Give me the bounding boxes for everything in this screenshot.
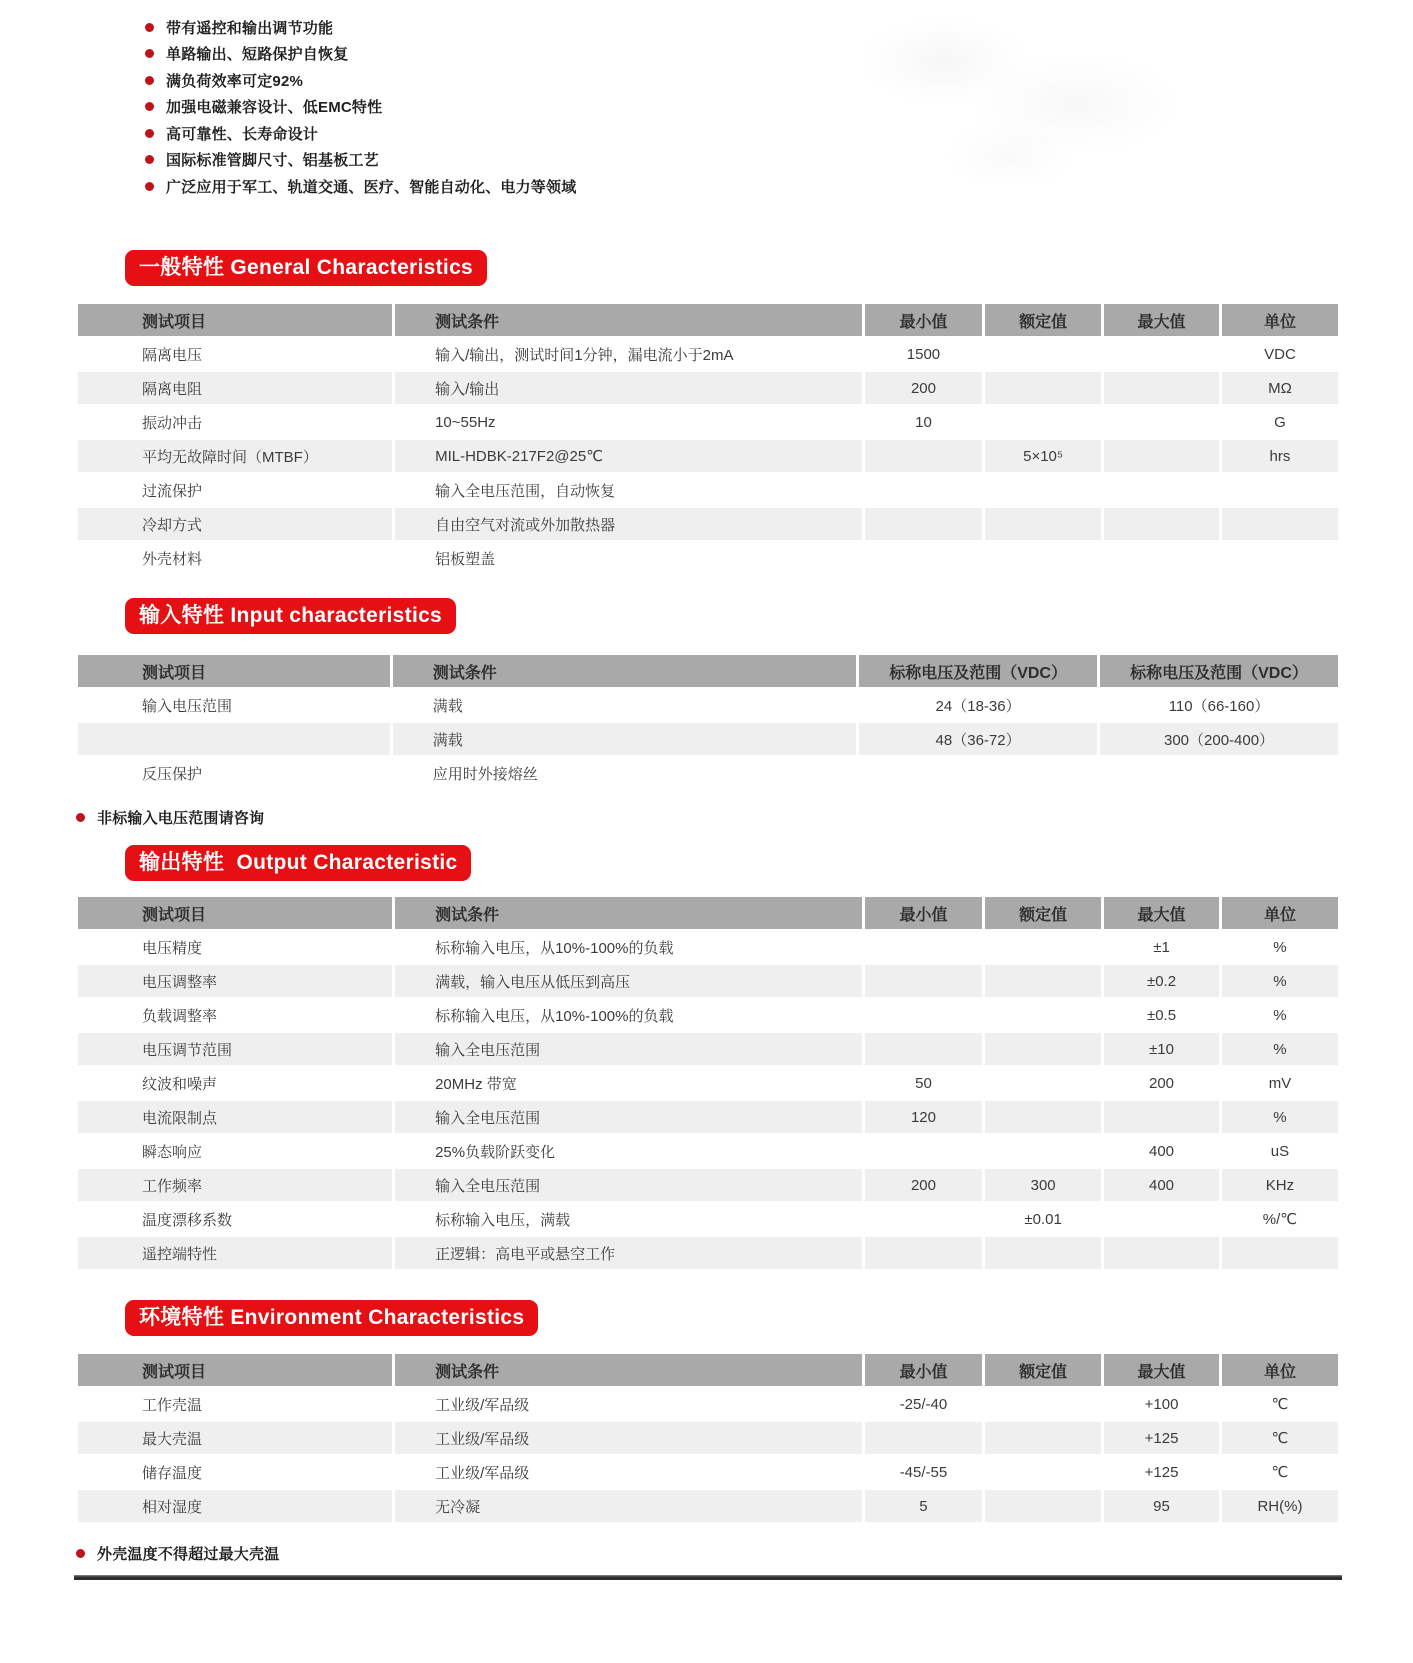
table-cell: 20MHz 带宽 — [395, 1067, 862, 1099]
header-row — [78, 655, 1338, 687]
feature-text: 国际标准管脚尺寸、铝基板工艺 — [166, 152, 379, 170]
table-cell: %/℃ — [1222, 1203, 1338, 1235]
table-cell: 400 — [1104, 1169, 1219, 1201]
table-cell — [1104, 542, 1219, 574]
table-cell: 隔离电压 — [78, 338, 392, 370]
table-cell: 300 — [985, 1169, 1101, 1201]
table-cell: -25/-40 — [865, 1388, 982, 1420]
table-cell: hrs — [1222, 440, 1338, 472]
table-row — [78, 1203, 1338, 1235]
table-cell — [865, 542, 982, 574]
table-cell: 负载调整率 — [78, 999, 392, 1031]
bullet-icon — [145, 23, 154, 32]
column-header: 测试条件 — [393, 655, 856, 687]
column-header: 测试项目 — [78, 655, 390, 687]
table-cell: ℃ — [1222, 1456, 1338, 1488]
table-cell: +125 — [1104, 1422, 1219, 1454]
table-cell: 满载，输入电压从低压到高压 — [395, 965, 862, 997]
table-cell: 振动冲击 — [78, 406, 392, 438]
feature-item — [145, 173, 576, 200]
table-cell: 200 — [865, 1169, 982, 1201]
table-cell: 应用时外接熔丝 — [393, 757, 856, 789]
table-cell — [985, 338, 1101, 370]
table-cell: 满载 — [393, 689, 856, 721]
bullet-icon — [145, 182, 154, 191]
footer-rule — [74, 1575, 1342, 1580]
table-cell: % — [1222, 1033, 1338, 1065]
table-cell — [865, 999, 982, 1031]
feature-text: 满负荷效率可定92% — [166, 72, 304, 90]
table-row — [78, 1490, 1338, 1522]
table-cell — [985, 1033, 1101, 1065]
table-cell: 输入/输出 — [395, 372, 862, 404]
column-header: 测试条件 — [395, 897, 862, 929]
table-row — [78, 999, 1338, 1031]
table-cell — [985, 1101, 1101, 1133]
table-cell: 外壳材料 — [78, 542, 392, 574]
table-row — [78, 1169, 1338, 1201]
column-header: 最大值 — [1104, 897, 1219, 929]
column-header: 单位 — [1222, 1354, 1338, 1386]
table-cell — [985, 1490, 1101, 1522]
table-cell: 120 — [865, 1101, 982, 1133]
table-cell — [865, 1135, 982, 1167]
table-cell: 输入全电压范围 — [395, 1101, 862, 1133]
table-cell — [1104, 508, 1219, 540]
environment-note — [76, 1544, 279, 1562]
table-cell — [985, 406, 1101, 438]
table-row — [78, 1135, 1338, 1167]
environment-characteristics-table — [75, 1352, 1341, 1524]
table-cell — [985, 965, 1101, 997]
table-cell: 电压调节范围 — [78, 1033, 392, 1065]
table-cell: 电压精度 — [78, 931, 392, 963]
table-cell: 输入/输出，测试时间1分钟，漏电流小于2mA — [395, 338, 862, 370]
table-cell: 48（36-72） — [859, 723, 1097, 755]
table-row — [78, 542, 1338, 574]
column-header: 测试项目 — [78, 897, 392, 929]
table-cell: ℃ — [1222, 1388, 1338, 1420]
feature-text: 带有遥控和输出调节功能 — [166, 19, 334, 37]
input-note — [76, 808, 264, 826]
table-cell — [1104, 406, 1219, 438]
feature-text: 单路输出、短路保护自恢复 — [166, 46, 349, 64]
table-cell — [985, 1237, 1101, 1269]
feature-text: 广泛应用于军工、轨道交通、医疗、智能自动化、电力等领域 — [166, 178, 577, 196]
table-cell: 冷却方式 — [78, 508, 392, 540]
table-cell: VDC — [1222, 338, 1338, 370]
table-cell — [865, 1203, 982, 1235]
table-cell: 输入全电压范围 — [395, 1169, 862, 1201]
column-header: 额定值 — [985, 897, 1101, 929]
table-cell: MΩ — [1222, 372, 1338, 404]
bullet-icon — [145, 76, 154, 85]
watermark-ghost — [790, 10, 1230, 180]
table-cell: mV — [1222, 1067, 1338, 1099]
section-title-general: 一般特性 General Characteristics — [125, 250, 487, 286]
table-cell — [865, 1033, 982, 1065]
table-cell: 铝板塑盖 — [395, 542, 862, 574]
table-cell: MIL-HDBK-217F2@25℃ — [395, 440, 862, 472]
table-cell: G — [1222, 406, 1338, 438]
bullet-icon — [76, 1549, 85, 1558]
table-cell — [1104, 440, 1219, 472]
section-title-input: 输入特性 Input characteristics — [125, 598, 456, 634]
feature-text: 高可靠性、长寿命设计 — [166, 125, 319, 143]
table-cell — [1222, 542, 1338, 574]
feature-item — [145, 41, 576, 68]
table-cell: 输入电压范围 — [78, 689, 390, 721]
table-cell: 标称输入电压，从10%-100%的负载 — [395, 999, 862, 1031]
table-cell: 平均无故障时间（MTBF） — [78, 440, 392, 472]
column-header: 标称电压及范围（VDC） — [859, 655, 1097, 687]
table-cell: ±10 — [1104, 1033, 1219, 1065]
table-cell — [985, 1388, 1101, 1420]
table-cell: % — [1222, 999, 1338, 1031]
feature-item — [145, 94, 576, 121]
general-characteristics-table — [75, 302, 1341, 576]
column-header: 测试条件 — [395, 304, 862, 336]
table-cell: % — [1222, 931, 1338, 963]
table-row — [78, 1033, 1338, 1065]
table-cell — [1104, 372, 1219, 404]
table-cell — [985, 1456, 1101, 1488]
table-cell: 95 — [1104, 1490, 1219, 1522]
table-cell: 5×10⁵ — [985, 440, 1101, 472]
table-cell: 1500 — [865, 338, 982, 370]
bullet-icon — [145, 102, 154, 111]
table-cell — [985, 474, 1101, 506]
table-cell — [1104, 1237, 1219, 1269]
column-header: 标称电压及范围（VDC） — [1100, 655, 1338, 687]
column-header: 最小值 — [865, 1354, 982, 1386]
table-cell — [985, 372, 1101, 404]
table-row — [78, 1067, 1338, 1099]
table-cell: 50 — [865, 1067, 982, 1099]
table-cell — [1100, 757, 1338, 789]
table-cell: 电流限制点 — [78, 1101, 392, 1133]
table-cell: ±0.2 — [1104, 965, 1219, 997]
table-cell — [78, 723, 390, 755]
table-cell: 标称输入电压，满载 — [395, 1203, 862, 1235]
output-characteristics-table — [75, 895, 1341, 1271]
column-header: 测试项目 — [78, 1354, 392, 1386]
column-header: 最大值 — [1104, 304, 1219, 336]
table-row — [78, 508, 1338, 540]
table-cell: 无冷凝 — [395, 1490, 862, 1522]
environment-note-text: 外壳温度不得超过最大壳温 — [97, 1545, 280, 1563]
table-cell — [1104, 1101, 1219, 1133]
table-row — [78, 689, 1338, 721]
table-cell: 满载 — [393, 723, 856, 755]
table-cell: 过流保护 — [78, 474, 392, 506]
table-cell — [985, 931, 1101, 963]
table-cell — [1104, 474, 1219, 506]
table-cell: RH(%) — [1222, 1490, 1338, 1522]
table-cell: 相对湿度 — [78, 1490, 392, 1522]
header-row — [78, 1354, 1338, 1386]
table-cell — [1222, 474, 1338, 506]
table-cell: 隔离电阻 — [78, 372, 392, 404]
table-cell: 输入全电压范围 — [395, 1033, 862, 1065]
column-header: 额定值 — [985, 304, 1101, 336]
table-row — [78, 1237, 1338, 1269]
feature-item — [145, 147, 576, 174]
table-cell — [1104, 338, 1219, 370]
table-cell: 24（18-36） — [859, 689, 1097, 721]
table-cell: 工业级/军品级 — [395, 1456, 862, 1488]
table-cell: 温度漂移系数 — [78, 1203, 392, 1235]
bullet-icon — [145, 155, 154, 164]
table-cell: ℃ — [1222, 1422, 1338, 1454]
table-row — [78, 931, 1338, 963]
column-header: 单位 — [1222, 897, 1338, 929]
table-cell — [865, 965, 982, 997]
table-cell: 工作壳温 — [78, 1388, 392, 1420]
table-cell: uS — [1222, 1135, 1338, 1167]
table-row — [78, 965, 1338, 997]
table-cell: % — [1222, 965, 1338, 997]
table-cell — [865, 1237, 982, 1269]
table-cell — [865, 508, 982, 540]
table-row — [78, 474, 1338, 506]
column-header: 最小值 — [865, 304, 982, 336]
table-cell — [865, 931, 982, 963]
table-cell — [859, 757, 1097, 789]
table-cell — [1222, 508, 1338, 540]
column-header: 额定值 — [985, 1354, 1101, 1386]
table-cell: 瞬态响应 — [78, 1135, 392, 1167]
table-cell: ±0.01 — [985, 1203, 1101, 1235]
table-cell — [985, 999, 1101, 1031]
column-header: 测试项目 — [78, 304, 392, 336]
table-row — [78, 757, 1338, 789]
header-row — [78, 897, 1338, 929]
table-cell — [865, 474, 982, 506]
table-cell — [1222, 1237, 1338, 1269]
table-cell — [1104, 1203, 1219, 1235]
bullet-icon — [76, 813, 85, 822]
table-cell: 400 — [1104, 1135, 1219, 1167]
table-cell: 10~55Hz — [395, 406, 862, 438]
table-cell: ±1 — [1104, 931, 1219, 963]
table-cell — [865, 1422, 982, 1454]
table-cell: 自由空气对流或外加散热器 — [395, 508, 862, 540]
table-cell — [985, 542, 1101, 574]
table-cell — [985, 508, 1101, 540]
table-row — [78, 1101, 1338, 1133]
table-row — [78, 406, 1338, 438]
table-row — [78, 372, 1338, 404]
table-cell: 最大壳温 — [78, 1422, 392, 1454]
feature-item — [145, 67, 576, 94]
table-cell: 工业级/军品级 — [395, 1422, 862, 1454]
table-cell: 标称输入电压，从10%-100%的负载 — [395, 931, 862, 963]
table-row — [78, 338, 1338, 370]
table-cell: 200 — [1104, 1067, 1219, 1099]
section-title-environment: 环境特性 Environment Characteristics — [125, 1300, 538, 1336]
column-header: 最大值 — [1104, 1354, 1219, 1386]
table-cell: 电压调整率 — [78, 965, 392, 997]
table-cell — [985, 1422, 1101, 1454]
table-row — [78, 440, 1338, 472]
bullet-icon — [145, 129, 154, 138]
bullet-icon — [145, 49, 154, 58]
table-cell: +100 — [1104, 1388, 1219, 1420]
table-cell: 储存温度 — [78, 1456, 392, 1488]
table-cell: 反压保护 — [78, 757, 390, 789]
table-cell: 工业级/军品级 — [395, 1388, 862, 1420]
input-characteristics-table — [75, 653, 1341, 791]
table-cell — [865, 440, 982, 472]
table-cell: 300（200-400） — [1100, 723, 1338, 755]
table-cell: 25%负载阶跃变化 — [395, 1135, 862, 1167]
table-cell: 110（66-160） — [1100, 689, 1338, 721]
table-cell: KHz — [1222, 1169, 1338, 1201]
section-title-output: 输出特性 Output Characteristic — [125, 845, 471, 881]
feature-list — [145, 14, 576, 200]
table-row — [78, 1388, 1338, 1420]
feature-text: 加强电磁兼容设计、低EMC特性 — [166, 99, 383, 117]
table-cell: 200 — [865, 372, 982, 404]
table-cell: 工作频率 — [78, 1169, 392, 1201]
table-cell: 遥控端特性 — [78, 1237, 392, 1269]
column-header: 最小值 — [865, 897, 982, 929]
table-cell: 10 — [865, 406, 982, 438]
table-cell — [985, 1067, 1101, 1099]
table-row — [78, 1456, 1338, 1488]
table-cell: 5 — [865, 1490, 982, 1522]
table-cell: +125 — [1104, 1456, 1219, 1488]
table-cell: 纹波和噪声 — [78, 1067, 392, 1099]
feature-item — [145, 14, 576, 41]
input-note-text: 非标输入电压范围请咨询 — [97, 809, 265, 827]
feature-item — [145, 120, 576, 147]
table-cell — [985, 1135, 1101, 1167]
table-cell: 正逻辑：高电平或悬空工作 — [395, 1237, 862, 1269]
column-header: 单位 — [1222, 304, 1338, 336]
table-cell: -45/-55 — [865, 1456, 982, 1488]
table-cell: % — [1222, 1101, 1338, 1133]
table-cell: 输入全电压范围，自动恢复 — [395, 474, 862, 506]
header-row — [78, 304, 1338, 336]
table-cell: ±0.5 — [1104, 999, 1219, 1031]
table-row — [78, 1422, 1338, 1454]
table-row — [78, 723, 1338, 755]
column-header: 测试条件 — [395, 1354, 862, 1386]
